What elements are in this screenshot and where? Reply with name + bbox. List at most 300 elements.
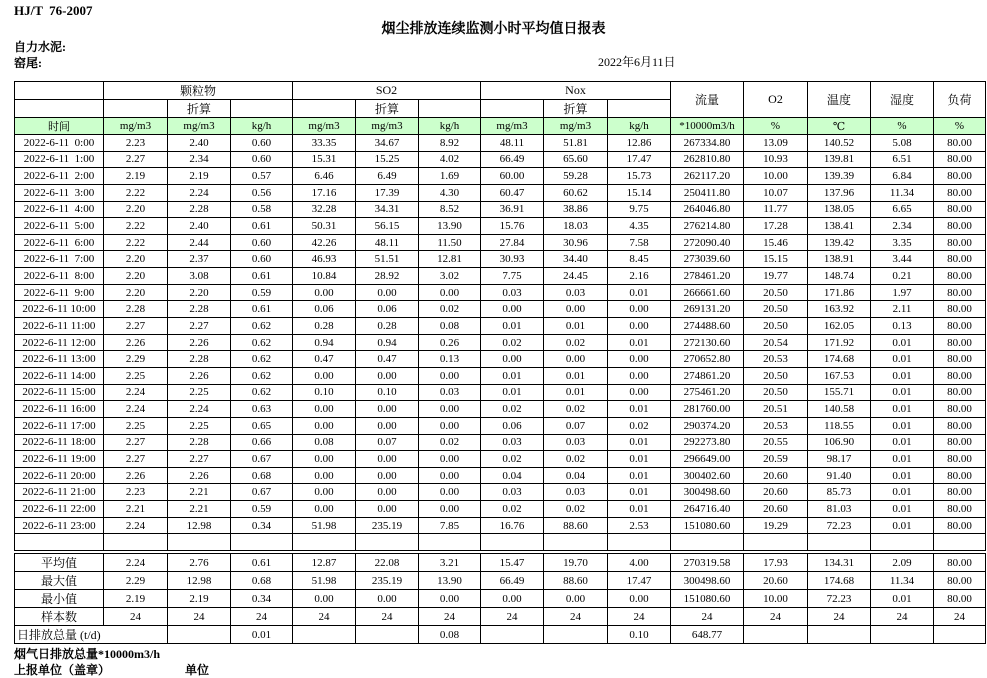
value-cell: 4.02	[419, 151, 481, 168]
value-cell: 80.00	[934, 168, 986, 185]
value-cell: 20.51	[744, 401, 808, 418]
value-cell: 300498.60	[671, 484, 744, 501]
value-cell: 174.68	[808, 351, 871, 368]
value-cell: 12.86	[608, 135, 671, 152]
blank-row	[15, 534, 986, 551]
value-cell: 3.02	[419, 268, 481, 285]
value-cell: 0.00	[356, 590, 419, 608]
value-cell: 17.28	[744, 218, 808, 235]
value-cell: 15.14	[608, 184, 671, 201]
value-cell: 51.81	[544, 135, 608, 152]
empty-header-cell	[293, 100, 356, 118]
value-cell: 2.22	[104, 184, 168, 201]
value-cell: 0.00	[356, 284, 419, 301]
value-cell: 162.05	[808, 318, 871, 335]
value-cell: 24	[168, 608, 231, 626]
value-cell: 20.60	[744, 572, 808, 590]
value-cell: 60.47	[481, 184, 544, 201]
value-cell: 17.16	[293, 184, 356, 201]
unit-cell: *10000m3/h	[671, 118, 744, 135]
table-row	[15, 284, 986, 301]
value-cell: 2.22	[104, 218, 168, 235]
value-cell: 0.01	[871, 367, 934, 384]
value-cell: 38.86	[544, 201, 608, 218]
value-cell: 2.20	[104, 251, 168, 268]
summary-label-cell: 最大值	[15, 572, 104, 590]
value-cell: 0.34	[231, 517, 293, 534]
value-cell: 151080.60	[671, 517, 744, 534]
value-cell: 0.06	[481, 417, 544, 434]
value-cell: 10.84	[293, 268, 356, 285]
value-cell: 139.42	[808, 234, 871, 251]
value-cell: 0.01	[871, 590, 934, 608]
conversion-label: 折算	[356, 100, 419, 118]
value-cell: 20.50	[744, 284, 808, 301]
time-cell: 2022-6-11 2:00	[15, 168, 104, 185]
value-cell: 30.93	[481, 251, 544, 268]
value-cell: 2.27	[168, 451, 231, 468]
value-cell: 0.00	[608, 367, 671, 384]
value-cell: 274488.60	[671, 318, 744, 335]
value-cell: 80.00	[934, 451, 986, 468]
value-cell: 20.50	[744, 318, 808, 335]
header-o2: O2	[744, 82, 808, 118]
empty-cell	[608, 534, 671, 551]
value-cell: 80.00	[934, 218, 986, 235]
value-cell: 2.11	[871, 301, 934, 318]
value-cell: 56.15	[356, 218, 419, 235]
value-cell: 2.19	[104, 590, 168, 608]
value-cell: 0.56	[231, 184, 293, 201]
unit-cell: mg/m3	[168, 118, 231, 135]
table-row	[15, 434, 986, 451]
value-cell: 9.75	[608, 201, 671, 218]
value-cell: 2.19	[168, 168, 231, 185]
value-cell: 2.19	[168, 590, 231, 608]
value-cell: 36.91	[481, 201, 544, 218]
value-cell: 88.60	[544, 517, 608, 534]
unit-label: 单位	[185, 663, 210, 677]
value-cell: 0.59	[231, 284, 293, 301]
value-cell: 2.20	[104, 268, 168, 285]
value-cell: 80.00	[934, 590, 986, 608]
value-cell: 250411.80	[671, 184, 744, 201]
value-cell: 20.50	[744, 301, 808, 318]
value-cell: 300402.60	[671, 467, 744, 484]
unit-cell: %	[934, 118, 986, 135]
summary-label-cell: 样本数	[15, 608, 104, 626]
value-cell: 0.00	[356, 401, 419, 418]
unit-cell: mg/m3	[544, 118, 608, 135]
value-cell: 88.60	[544, 572, 608, 590]
value-cell: 7.58	[608, 234, 671, 251]
value-cell: 80.00	[934, 201, 986, 218]
value-cell: 0.01	[608, 401, 671, 418]
standard-code: HJ/T 76-2007	[14, 3, 93, 18]
value-cell: 2.19	[104, 168, 168, 185]
value-cell: 80.00	[934, 184, 986, 201]
value-cell: 0.01	[608, 451, 671, 468]
value-cell: 0.01	[481, 384, 544, 401]
table-row	[15, 367, 986, 384]
value-cell: 2.24	[104, 554, 168, 572]
value-cell: 0.61	[231, 554, 293, 572]
empty-header-cell	[608, 100, 671, 118]
value-cell: 138.91	[808, 251, 871, 268]
value-cell: 17.39	[356, 184, 419, 201]
value-cell: 174.68	[808, 572, 871, 590]
time-cell: 2022-6-11 3:00	[15, 184, 104, 201]
table-row	[15, 168, 986, 185]
value-cell: 0.00	[544, 590, 608, 608]
empty-header-cell	[15, 82, 104, 100]
time-cell: 2022-6-11 14:00	[15, 367, 104, 384]
value-cell: 0.68	[231, 572, 293, 590]
value-cell: 24.45	[544, 268, 608, 285]
time-header: 时间	[15, 118, 104, 135]
value-cell: 0.02	[544, 451, 608, 468]
value-cell: 278461.20	[671, 268, 744, 285]
value-cell: 20.59	[744, 451, 808, 468]
value-cell: 0.00	[544, 351, 608, 368]
value-cell: 66.49	[481, 151, 544, 168]
value-cell: 0.59	[231, 501, 293, 518]
empty-cell	[104, 534, 168, 551]
value-cell: 46.93	[293, 251, 356, 268]
group-particulate: 颗粒物	[104, 82, 293, 100]
value-cell: 15.47	[481, 554, 544, 572]
value-cell: 0.01	[608, 434, 671, 451]
value-cell: 281760.00	[671, 401, 744, 418]
value-cell: 20.55	[744, 434, 808, 451]
value-cell: 24	[544, 608, 608, 626]
value-cell: 3.21	[419, 554, 481, 572]
value-cell: 0.01	[608, 484, 671, 501]
table-row	[15, 301, 986, 318]
value-cell: 72.23	[808, 590, 871, 608]
value-cell: 0.01	[871, 334, 934, 351]
value-cell: 266661.60	[671, 284, 744, 301]
value-cell: 15.76	[481, 218, 544, 235]
value-cell: 2.76	[168, 554, 231, 572]
value-cell: 0.28	[356, 318, 419, 335]
value-cell: 20.53	[744, 417, 808, 434]
value-cell: 267334.80	[671, 135, 744, 152]
value-cell: 2.16	[608, 268, 671, 285]
summary-row	[15, 608, 986, 626]
unit-cell: mg/m3	[481, 118, 544, 135]
value-cell: 0.02	[481, 334, 544, 351]
value-cell: 0.57	[231, 168, 293, 185]
value-cell: 2.24	[104, 517, 168, 534]
value-cell: 8.52	[419, 201, 481, 218]
unit-cell: kg/h	[608, 118, 671, 135]
value-cell: 0.00	[293, 401, 356, 418]
empty-cell	[15, 534, 104, 551]
value-cell: 80.00	[934, 467, 986, 484]
table-row	[15, 218, 986, 235]
value-cell: 0.60	[231, 251, 293, 268]
value-cell	[871, 626, 934, 644]
value-cell	[481, 626, 544, 644]
value-cell: 2.27	[104, 151, 168, 168]
value-cell: 0.67	[231, 484, 293, 501]
value-cell: 163.92	[808, 301, 871, 318]
value-cell: 0.00	[293, 501, 356, 518]
page-title: 烟尘排放连续监测小时平均值日报表	[381, 22, 606, 37]
value-cell: 0.63	[231, 401, 293, 418]
value-cell: 0.00	[481, 590, 544, 608]
value-cell: 2.26	[104, 334, 168, 351]
value-cell: 0.13	[871, 318, 934, 335]
value-cell: 0.07	[544, 417, 608, 434]
value-cell: 12.87	[293, 554, 356, 572]
table-row	[15, 384, 986, 401]
empty-cell	[934, 534, 986, 551]
value-cell: 12.81	[419, 251, 481, 268]
value-cell: 2.28	[104, 301, 168, 318]
value-cell: 24	[934, 608, 986, 626]
value-cell: 1.97	[871, 284, 934, 301]
value-cell: 12.98	[168, 572, 231, 590]
value-cell: 0.01	[871, 434, 934, 451]
table-row	[15, 351, 986, 368]
table-row	[15, 501, 986, 518]
unit-cell: kg/h	[419, 118, 481, 135]
summary-row	[15, 590, 986, 608]
value-cell: 0.08	[293, 434, 356, 451]
value-cell: 2.28	[168, 201, 231, 218]
empty-header-cell	[481, 100, 544, 118]
value-cell: 300498.60	[671, 572, 744, 590]
time-cell: 2022-6-11 6:00	[15, 234, 104, 251]
value-cell: 0.60	[231, 151, 293, 168]
value-cell: 8.92	[419, 135, 481, 152]
value-cell: 4.35	[608, 218, 671, 235]
value-cell: 2.24	[104, 384, 168, 401]
header-flow: 流量	[671, 82, 744, 118]
value-cell: 0.04	[544, 467, 608, 484]
value-cell: 0.00	[608, 590, 671, 608]
value-cell: 0.67	[231, 451, 293, 468]
value-cell: 15.31	[293, 151, 356, 168]
value-cell: 0.60	[231, 135, 293, 152]
table-row	[15, 417, 986, 434]
value-cell: 0.00	[293, 467, 356, 484]
value-cell: 0.00	[608, 384, 671, 401]
value-cell: 2.40	[168, 218, 231, 235]
value-cell: 20.60	[744, 467, 808, 484]
value-cell: 48.11	[481, 135, 544, 152]
time-cell: 2022-6-11 13:00	[15, 351, 104, 368]
time-cell: 2022-6-11 5:00	[15, 218, 104, 235]
value-cell: 0.62	[231, 334, 293, 351]
value-cell: 0.00	[419, 501, 481, 518]
empty-header-cell	[419, 100, 481, 118]
table-row	[15, 401, 986, 418]
value-cell: 15.46	[744, 234, 808, 251]
value-cell: 80.00	[934, 135, 986, 152]
value-cell: 65.60	[544, 151, 608, 168]
value-cell: 648.77	[671, 626, 744, 644]
unit-cell: %	[744, 118, 808, 135]
value-cell: 0.65	[231, 417, 293, 434]
value-cell: 0.00	[356, 501, 419, 518]
value-cell: 80.00	[934, 268, 986, 285]
empty-cell	[544, 534, 608, 551]
value-cell: 19.29	[744, 517, 808, 534]
empty-cell	[419, 534, 481, 551]
value-cell: 3.35	[871, 234, 934, 251]
value-cell: 60.00	[481, 168, 544, 185]
value-cell: 30.96	[544, 234, 608, 251]
value-cell: 0.00	[356, 417, 419, 434]
empty-cell	[671, 534, 744, 551]
value-cell: 80.00	[934, 234, 986, 251]
value-cell: 51.98	[293, 517, 356, 534]
empty-cell	[744, 534, 808, 551]
value-cell: 0.03	[544, 434, 608, 451]
value-cell: 51.51	[356, 251, 419, 268]
value-cell: 4.30	[419, 184, 481, 201]
time-cell: 2022-6-11 15:00	[15, 384, 104, 401]
value-cell: 2.29	[104, 572, 168, 590]
empty-header-cell	[15, 100, 104, 118]
table-row	[15, 268, 986, 285]
time-cell: 2022-6-11 21:00	[15, 484, 104, 501]
value-cell: 80.00	[934, 572, 986, 590]
value-cell	[808, 626, 871, 644]
value-cell: 0.01	[544, 318, 608, 335]
value-cell: 20.60	[744, 484, 808, 501]
value-cell: 0.01	[231, 626, 293, 644]
value-cell: 20.53	[744, 351, 808, 368]
value-cell: 0.06	[293, 301, 356, 318]
header-humidity: 湿度	[871, 82, 934, 118]
value-cell: 262810.80	[671, 151, 744, 168]
value-cell: 0.02	[544, 501, 608, 518]
value-cell: 22.08	[356, 554, 419, 572]
value-cell: 80.00	[934, 554, 986, 572]
company-name: 自力水泥:	[14, 40, 66, 54]
value-cell: 17.47	[608, 572, 671, 590]
value-cell: 0.47	[293, 351, 356, 368]
value-cell: 140.52	[808, 135, 871, 152]
value-cell: 0.03	[481, 434, 544, 451]
value-cell: 0.61	[231, 268, 293, 285]
value-cell: 2.27	[104, 451, 168, 468]
value-cell: 2.27	[104, 318, 168, 335]
value-cell: 19.77	[744, 268, 808, 285]
value-cell: 80.00	[934, 301, 986, 318]
value-cell: 34.31	[356, 201, 419, 218]
value-cell: 270652.80	[671, 351, 744, 368]
value-cell: 0.01	[608, 334, 671, 351]
value-cell: 10.93	[744, 151, 808, 168]
value-cell: 2.34	[168, 151, 231, 168]
value-cell: 0.34	[231, 590, 293, 608]
value-cell: 0.03	[544, 484, 608, 501]
value-cell: 15.15	[744, 251, 808, 268]
value-cell: 0.00	[356, 367, 419, 384]
value-cell: 2.25	[104, 367, 168, 384]
value-cell: 273039.60	[671, 251, 744, 268]
value-cell	[356, 626, 419, 644]
value-cell: 2.21	[104, 501, 168, 518]
value-cell: 2.20	[168, 284, 231, 301]
value-cell: 0.47	[356, 351, 419, 368]
value-cell: 2.27	[168, 318, 231, 335]
value-cell: 2.24	[104, 401, 168, 418]
value-cell: 24	[808, 608, 871, 626]
value-cell: 24	[356, 608, 419, 626]
value-cell: 28.92	[356, 268, 419, 285]
value-cell: 11.77	[744, 201, 808, 218]
unit-cell: ℃	[808, 118, 871, 135]
value-cell: 17.47	[608, 151, 671, 168]
time-cell: 2022-6-11 11:00	[15, 318, 104, 335]
time-cell: 2022-6-11 23:00	[15, 517, 104, 534]
table-row	[15, 251, 986, 268]
value-cell	[168, 626, 231, 644]
value-cell: 6.65	[871, 201, 934, 218]
value-cell: 235.19	[356, 517, 419, 534]
value-cell: 15.25	[356, 151, 419, 168]
value-cell	[544, 626, 608, 644]
header-temperature: 温度	[808, 82, 871, 118]
time-cell: 2022-6-11 17:00	[15, 417, 104, 434]
value-cell: 0.08	[419, 626, 481, 644]
value-cell: 2.34	[871, 218, 934, 235]
value-cell: 72.23	[808, 517, 871, 534]
value-cell	[293, 626, 356, 644]
value-cell: 0.00	[419, 467, 481, 484]
value-cell: 0.94	[293, 334, 356, 351]
value-cell: 0.28	[293, 318, 356, 335]
value-cell: 10.00	[744, 168, 808, 185]
value-cell: 0.01	[871, 451, 934, 468]
value-cell: 11.50	[419, 234, 481, 251]
value-cell: 2.25	[168, 417, 231, 434]
table-row	[15, 484, 986, 501]
value-cell: 0.02	[481, 401, 544, 418]
value-cell: 1.69	[419, 168, 481, 185]
summary-row	[15, 554, 986, 572]
value-cell: 80.00	[934, 318, 986, 335]
value-cell: 0.01	[871, 351, 934, 368]
value-cell: 0.60	[231, 234, 293, 251]
value-cell: 2.09	[871, 554, 934, 572]
value-cell: 24	[481, 608, 544, 626]
value-cell: 171.86	[808, 284, 871, 301]
value-cell: 42.26	[293, 234, 356, 251]
value-cell: 0.02	[544, 334, 608, 351]
value-cell: 2.23	[104, 484, 168, 501]
value-cell: 0.00	[419, 484, 481, 501]
value-cell: 2.21	[168, 484, 231, 501]
value-cell: 51.98	[293, 572, 356, 590]
value-cell: 155.71	[808, 384, 871, 401]
value-cell: 138.05	[808, 201, 871, 218]
value-cell: 0.00	[419, 284, 481, 301]
value-cell: 20.50	[744, 367, 808, 384]
summary-row	[15, 572, 986, 590]
value-cell: 2.27	[104, 434, 168, 451]
summary-label-cell: 平均值	[15, 554, 104, 572]
summary-rows	[15, 554, 986, 644]
table-row	[15, 135, 986, 152]
empty-header-cell	[231, 100, 293, 118]
